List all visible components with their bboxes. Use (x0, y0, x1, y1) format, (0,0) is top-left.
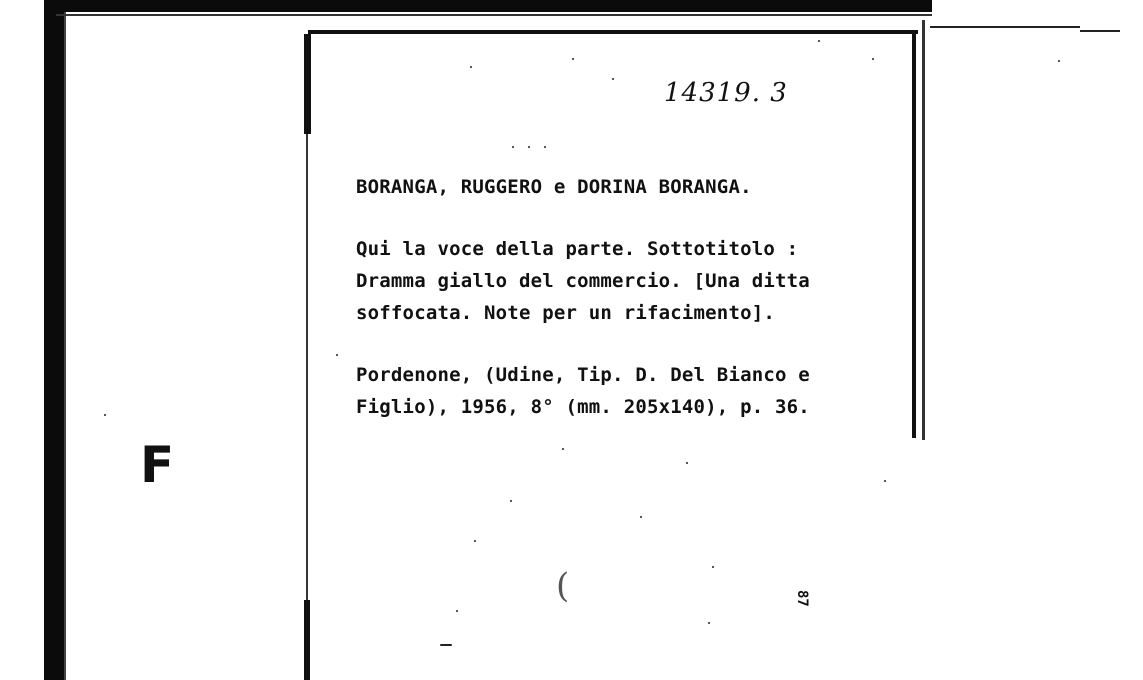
scan-speck (470, 66, 472, 68)
card-left-edge (304, 34, 311, 134)
imprint-line-2: Figlio), 1956, 8° (mm. 205x140), p. 36. (356, 396, 810, 418)
scan-left-border (44, 0, 64, 680)
scan-speck (884, 480, 886, 482)
scan-right-dash (930, 26, 1080, 28)
scan-speck (640, 516, 642, 518)
scan-right-dash-2 (1080, 30, 1120, 32)
scan-speck (572, 58, 574, 60)
scan-top-border (56, 0, 932, 12)
scan-speck (708, 622, 710, 624)
scan-speck (510, 500, 512, 502)
accession-number: 14319. 3 (664, 78, 788, 108)
scan-speck (512, 146, 514, 148)
card-left-edge-thin (306, 134, 308, 604)
scan-artifact-paren: ( (556, 566, 570, 606)
scan-speck (440, 644, 452, 646)
title-line-2: Dramma giallo del commercio. [Una ditta (356, 270, 810, 292)
margin-letter: F (140, 436, 175, 494)
corner-mark: 87 (794, 590, 810, 607)
author-heading: BORANGA, RUGGERO e DORINA BORANGA. (356, 176, 752, 198)
scan-speck (544, 146, 546, 148)
scan-speck (1058, 60, 1060, 62)
card-right-edge (912, 30, 916, 438)
scan-speck (612, 78, 614, 80)
scan-speck (456, 610, 458, 612)
imprint-line-1: Pordenone, (Udine, Tip. D. Del Bianco e (356, 364, 810, 386)
title-line-1: Qui la voce della parte. Sottotitolo : (356, 238, 799, 260)
card-left-edge-bottom (304, 600, 310, 680)
scan-speck (872, 58, 874, 60)
card-top-edge (308, 30, 918, 34)
scan-top-rule (56, 14, 932, 16)
title-line-3: soffocata. Note per un rifacimento]. (356, 302, 776, 324)
scan-speck (336, 354, 338, 356)
scan-speck (686, 462, 688, 464)
scan-speck (104, 414, 106, 416)
scan-speck (528, 146, 530, 148)
scan-right-rule (922, 20, 925, 440)
scan-speck (818, 40, 820, 42)
scan-speck (712, 566, 714, 568)
scan-speck (474, 540, 476, 542)
scan-speck (562, 448, 564, 450)
